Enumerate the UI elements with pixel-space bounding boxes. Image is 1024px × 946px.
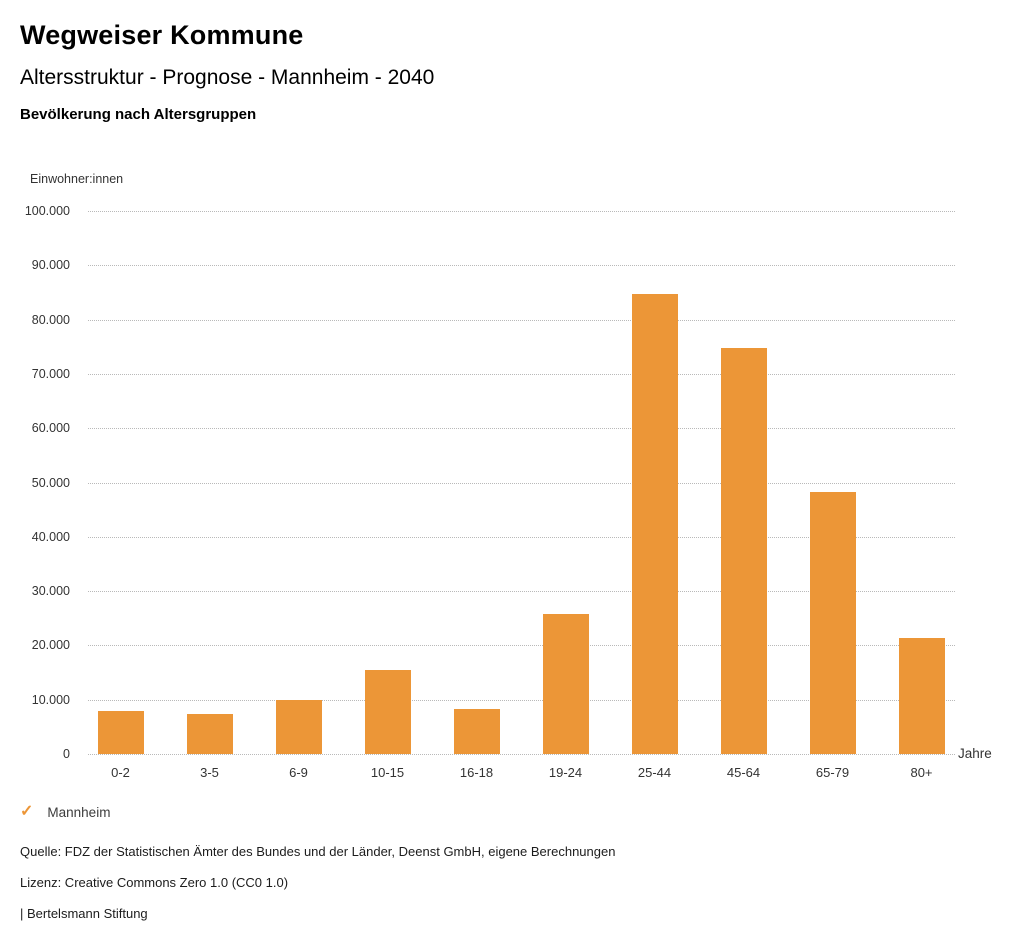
bar-slot <box>432 211 521 754</box>
y-tick-label: 60.000 <box>31 421 70 435</box>
gridline <box>88 754 955 755</box>
bar-slot <box>610 211 699 754</box>
x-tick-label: 25-44 <box>637 765 672 780</box>
x-tick-label: 0-2 <box>111 765 130 780</box>
y-axis-title: Einwohner:innen <box>30 172 124 186</box>
x-tick-label: 19-24 <box>548 765 583 780</box>
bar-slot <box>788 211 877 754</box>
bar-0-2[interactable] <box>98 711 144 754</box>
x-tick-label: 10-15 <box>370 765 405 780</box>
check-icon: ✓ <box>20 803 34 820</box>
bar-16-18[interactable] <box>454 709 500 754</box>
x-tick-label: 16-18 <box>459 765 494 780</box>
y-axis-tick-labels <box>0 204 70 761</box>
bar-19-24[interactable] <box>543 614 589 754</box>
bar-slot <box>877 211 966 754</box>
license-text: Lizenz: Creative Commons Zero 1.0 (CC0 1.0) <box>20 875 289 890</box>
y-tick-label: 10.000 <box>31 693 70 707</box>
x-tick-label: 3-5 <box>200 765 219 780</box>
bar-25-44[interactable] <box>632 294 678 754</box>
bar-slot <box>254 211 343 754</box>
y-tick-label: 40.000 <box>31 530 70 544</box>
y-tick-label: 30.000 <box>31 584 70 598</box>
y-tick-label: 90.000 <box>31 258 70 272</box>
source-text: Quelle: FDZ der Statistischen Ämter des Bundes und der Länder, Deenst GmbH, eigene Berechnungen <box>20 844 616 859</box>
x-tick-label: 45-64 <box>726 765 761 780</box>
x-axis-tick-labels <box>76 765 966 780</box>
bar-slot <box>521 211 610 754</box>
bar-65-79[interactable] <box>810 492 856 754</box>
chart-heading: Bevölkerung nach Altersgruppen <box>20 106 257 123</box>
y-tick-label: 50.000 <box>31 476 70 490</box>
legend-label: Mannheim <box>47 804 111 820</box>
x-tick-label: 80+ <box>910 765 933 780</box>
y-tick-label: 70.000 <box>31 367 70 381</box>
bar-6-9[interactable] <box>276 700 322 754</box>
bar-3-5[interactable] <box>187 714 233 754</box>
legend-item-mannheim[interactable] <box>20 803 110 821</box>
x-tick-label: 6-9 <box>289 765 308 780</box>
page-title: Wegweiser Kommune <box>20 20 304 50</box>
bar-10-15[interactable] <box>365 670 411 754</box>
bar-80+[interactable] <box>899 638 945 754</box>
x-axis-unit-label: Jahre <box>958 746 992 761</box>
y-tick-label: 80.000 <box>31 313 70 327</box>
y-tick-label: 0 <box>63 747 70 761</box>
x-tick-label: 65-79 <box>815 765 850 780</box>
y-tick-label: 100.000 <box>24 204 70 218</box>
bar-45-64[interactable] <box>721 348 767 754</box>
y-tick-label: 20.000 <box>31 638 70 652</box>
bar-slot <box>699 211 788 754</box>
bar-slot <box>343 211 432 754</box>
bar-slot <box>165 211 254 754</box>
attribution-text: | Bertelsmann Stiftung <box>20 906 148 921</box>
chart-subtitle: Altersstruktur - Prognose - Mannheim - 2040 <box>20 66 435 89</box>
bar-slot <box>76 211 165 754</box>
bar-series-mannheim <box>76 211 966 754</box>
